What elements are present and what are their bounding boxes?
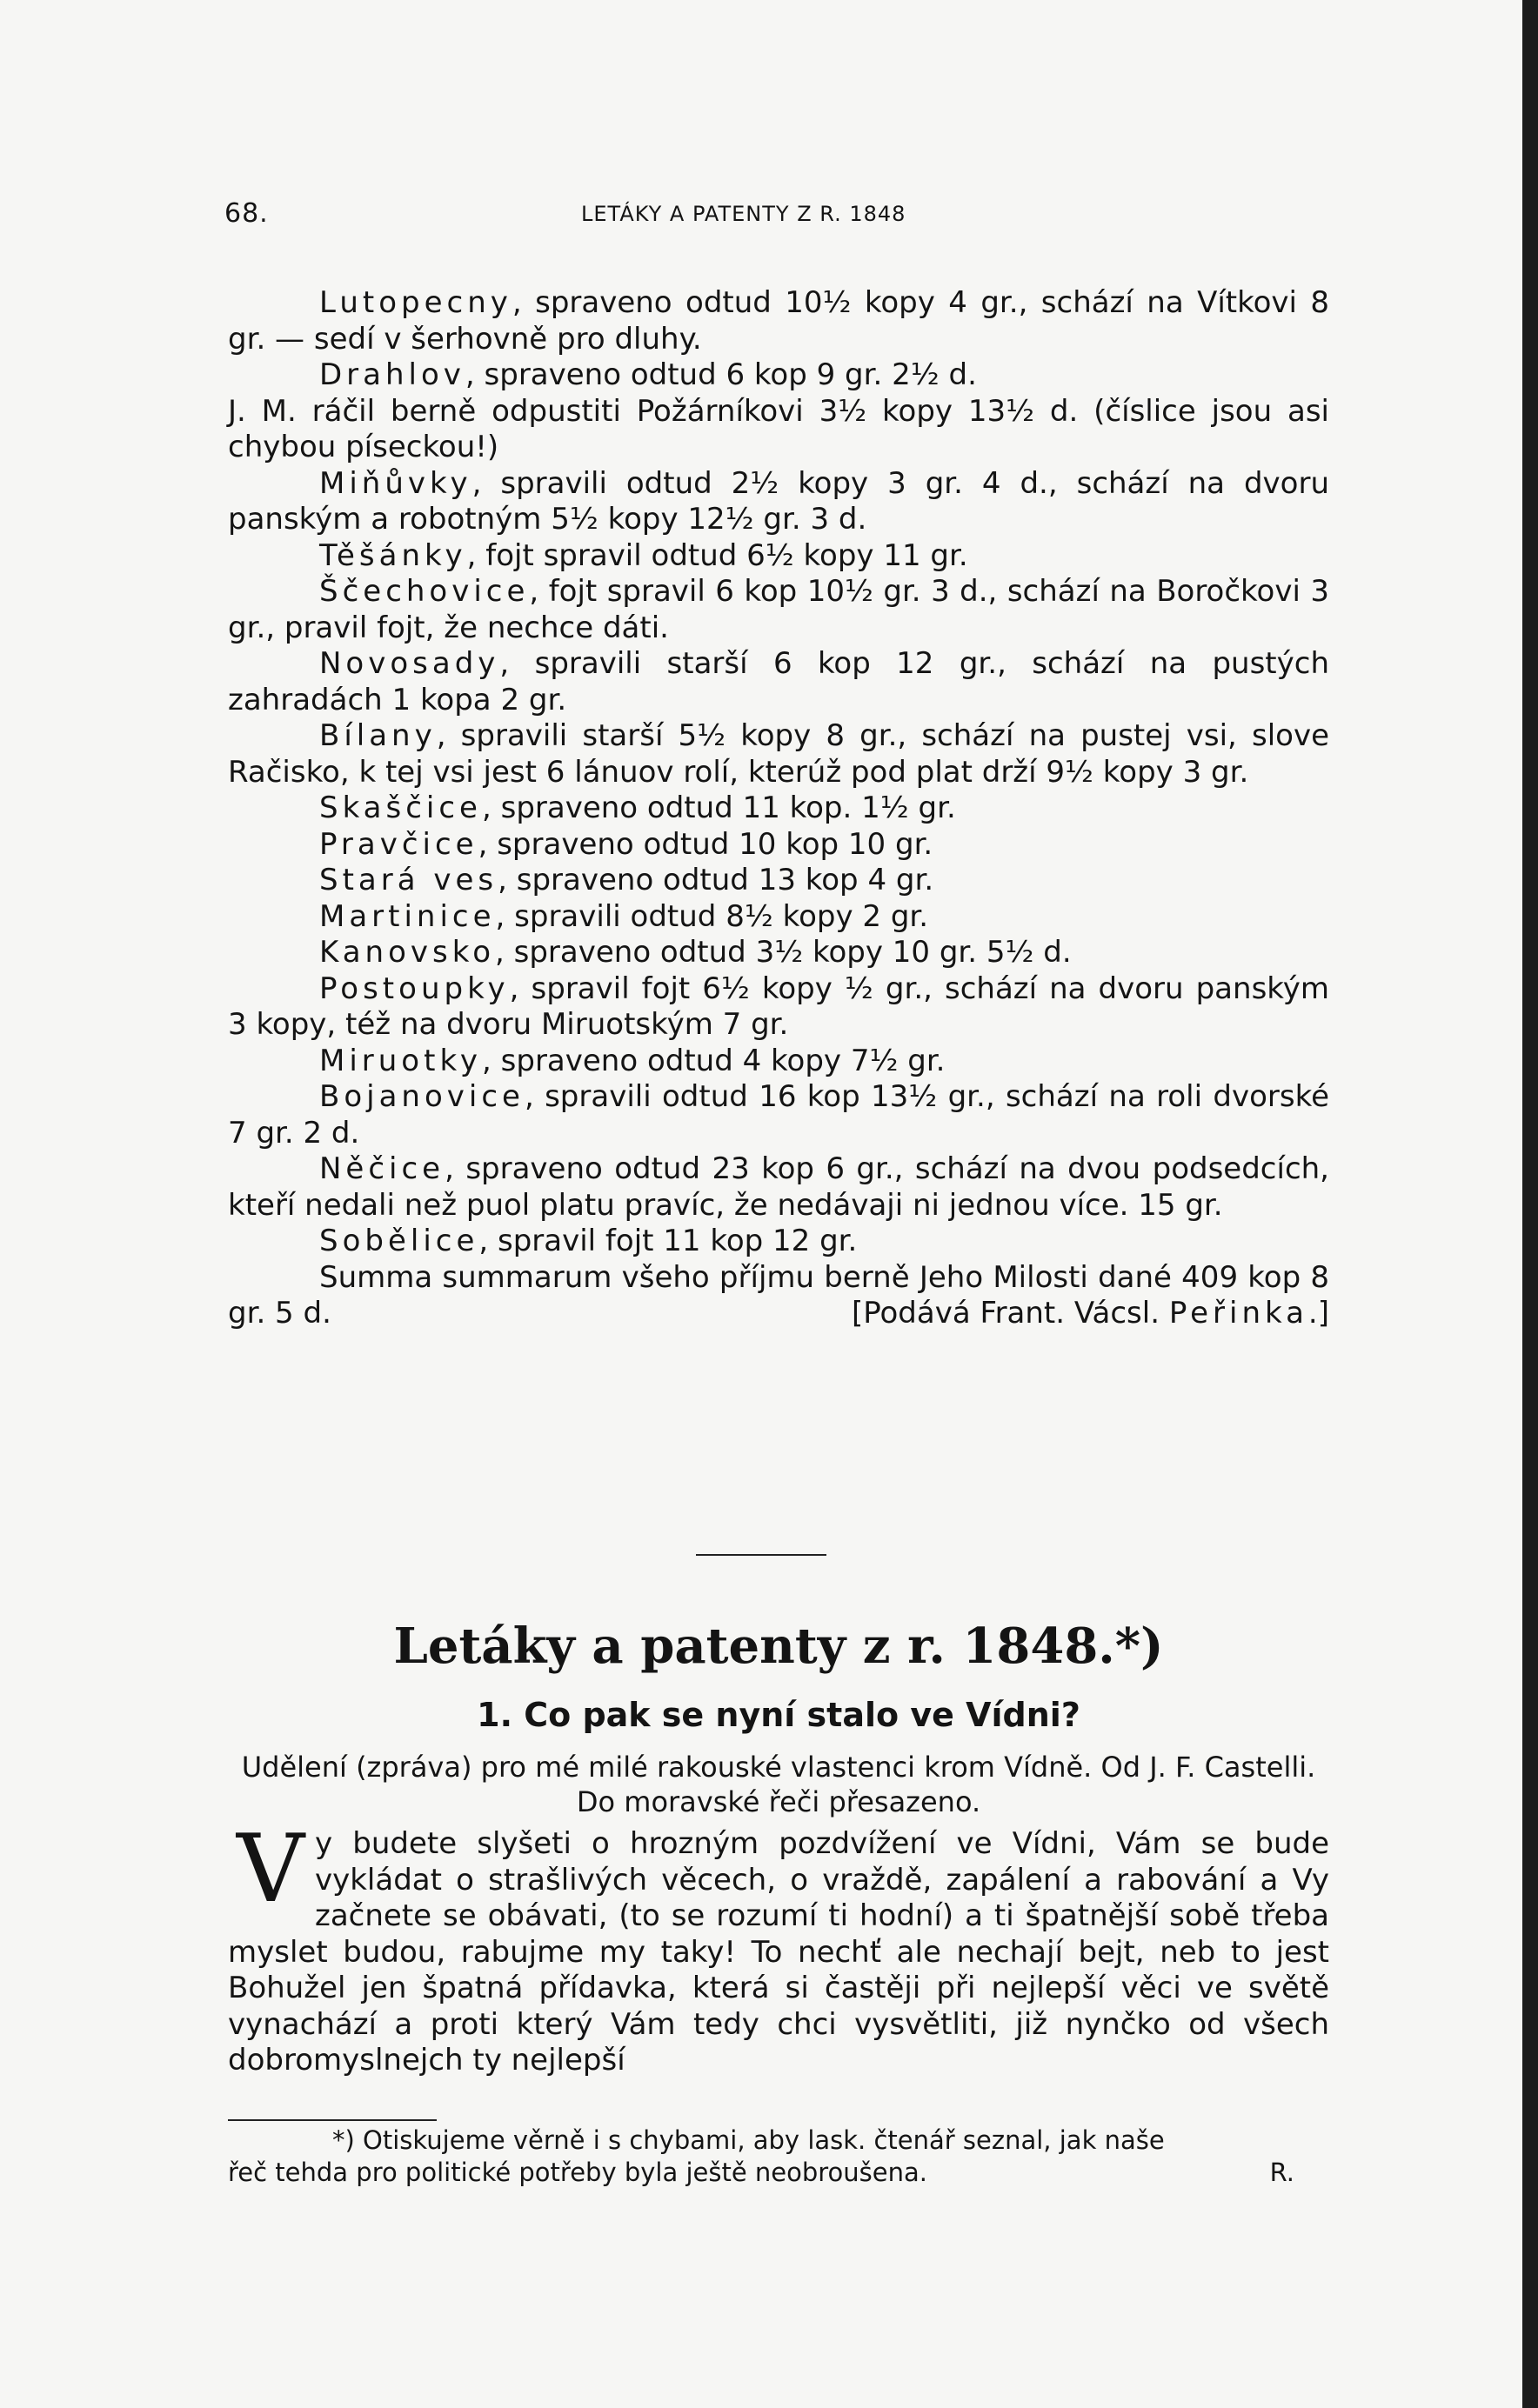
tax-entry bbox=[228, 574, 1329, 646]
entry-place-name: Bojanovice bbox=[319, 1079, 525, 1114]
entry-text: , spraveno odtud 10½ kopy 4 gr., schází na Vítkovi 8 gr. — sedí v šerhovně pro dluhy. bbox=[228, 285, 1329, 357]
entry-text: , spravil fojt 6½ kopy ½ gr., schází na dvoru panským 3 kopy, též na dvoru Miruotským 7 gr. bbox=[228, 971, 1329, 1042]
article-subtitle: 1. Co pak se nyní stalo ve Vídni? bbox=[477, 1696, 1080, 1734]
entry-place-name: Miňůvky bbox=[319, 465, 472, 501]
entry-text: , spravili starší 6 kop 12 gr., schází na pustých zahradách 1 kopa 2 gr. bbox=[228, 646, 1329, 717]
entry-text: , spraveno odtud 6 kop 9 gr. 2½ d. bbox=[465, 357, 977, 392]
tax-entry bbox=[228, 935, 1329, 971]
footnote-line-1: *) Otiskujeme věrně i s chybami, aby lask. čtenář seznal, jak naše bbox=[332, 2125, 1165, 2155]
entry-text: , fojt spravil odtud 6½ kopy 11 gr. bbox=[466, 537, 968, 573]
entry-place-name: Ščechovice bbox=[319, 574, 530, 609]
entry-place-name: Miruotky bbox=[319, 1043, 483, 1078]
entry-text: , fojt spravil 6 kop 10½ gr. 3 d., schází na Boročkovi 3 gr., pravil fojt, že nechce dáti. bbox=[228, 574, 1329, 645]
entry-place-name: Postoupky bbox=[319, 971, 510, 1006]
entry-place-name: Něčice bbox=[319, 1151, 445, 1186]
entry-text: , spravili odtud 8½ kopy 2 gr. bbox=[495, 898, 929, 934]
drop-cap: V bbox=[237, 1815, 304, 1924]
tax-entry bbox=[228, 718, 1329, 790]
tax-entry bbox=[228, 971, 1329, 1044]
tax-entry bbox=[228, 827, 1329, 864]
attribution-name: Peřinka bbox=[1168, 1296, 1308, 1331]
page-header bbox=[224, 198, 1355, 233]
summa-text: Summa summarum všeho příjmu berně Jeho Milosti dané 409 kop 8 gr. 5 d. bbox=[228, 1259, 1329, 1331]
entry-place-name: Novosady bbox=[319, 646, 500, 681]
footnote bbox=[228, 2125, 1329, 2189]
tax-entry bbox=[228, 1151, 1329, 1224]
tax-entry bbox=[228, 646, 1329, 718]
article-body-text: y budete slyšeti o hrozným pozdvížení ve Vídni, Vám se bude vykládat o strašlivých věcech, o vraždě, zapálení a rabování a Vy začnete se obávati, (to se rozumí ti hodní) a ti špatnější sobě třeba myslet budou, rabujme my taky! To nechť ale nechají bejt, neb to jest Bohužel jen špatná přídavka, která si častěji při nejlepší věci ve světě vynachází a proti který Vám tedy chci vysvětliti, již nynčko od všech dobromyslnejch ty nejlepší bbox=[228, 1826, 1329, 2078]
article-title: Letáky a patenty z r. 1848.*) bbox=[393, 1618, 1164, 1675]
tax-entry bbox=[228, 466, 1329, 538]
footnote-line-2: řeč tehda pro politické potřeby byla ještě neobroušena. bbox=[228, 2158, 927, 2187]
tax-list bbox=[228, 285, 1329, 1332]
tax-entry bbox=[228, 899, 1329, 936]
footnote-rule bbox=[228, 2119, 437, 2121]
tax-entry bbox=[228, 538, 1329, 575]
footnote-line-2-row bbox=[228, 2157, 1329, 2189]
summa-paragraph bbox=[228, 1260, 1329, 1332]
section-divider bbox=[696, 1554, 826, 1556]
entry-text: , spraveno odtud 10 kop 10 gr. bbox=[478, 826, 933, 862]
entry-text: , spraveno odtud 3½ kopy 10 gr. 5½ d. bbox=[495, 935, 1072, 970]
entry-place-name: Skaščice bbox=[319, 790, 482, 825]
entry-text: , spraveno odtud 13 kop 4 gr. bbox=[498, 863, 934, 897]
tax-entry bbox=[228, 394, 1329, 466]
entry-place-name: Pravčice bbox=[319, 826, 478, 862]
entry-text: , spravili odtud 2½ kopy 3 gr. 4 d., schází na dvoru panským a robotným 5½ kopy 12½ gr. 3 d. bbox=[228, 465, 1329, 537]
entry-text: J. M. ráčil berně odpustiti Požárníkovi 3½ kopy 13½ d. (číslice jsou asi chybou píseckou!) bbox=[228, 393, 1329, 464]
entry-text: , spraveno odtud 11 kop. 1½ gr. bbox=[481, 790, 956, 825]
tax-entry bbox=[228, 1044, 1329, 1080]
article-subnote: Udělení (zpráva) pro mé milé rakouské vlastenci krom Vídně. Od J. F. Castelli. Do moravské řeči přesazeno. bbox=[241, 1751, 1316, 1818]
entry-text: , spraveno odtud 23 kop 6 gr., schází na dvou podsedcích, kteří nedali než puol platu pravíc, že nedávaji ni jednou více. 15 gr. bbox=[228, 1151, 1329, 1223]
page-number: 68. bbox=[224, 198, 269, 229]
entry-place-name: Bílany bbox=[319, 718, 437, 753]
tax-entry bbox=[228, 863, 1329, 899]
entry-place-name: Sobělice bbox=[319, 1224, 479, 1258]
entry-place-name: Kanovsko bbox=[319, 935, 495, 970]
entry-text: , spravili starší 5½ kopy 8 gr., schází na pustej vsi, slove Račisko, k tej vsi jest 6 lánuov rolí, kterúž pod plat drží 9½ kopy 3 gr. bbox=[228, 718, 1329, 790]
tax-entry bbox=[228, 790, 1329, 827]
tax-entry bbox=[228, 285, 1329, 357]
tax-entries bbox=[228, 285, 1329, 1260]
footnote-signature: R. bbox=[1269, 2158, 1294, 2187]
entry-text: , spravili odtud 16 kop 13½ gr., schází na roli dvorské 7 gr. 2 d. bbox=[228, 1079, 1329, 1151]
entry-text: , spraveno odtud 4 kopy 7½ gr. bbox=[482, 1043, 946, 1078]
article-body bbox=[228, 1815, 1329, 2079]
entry-place-name: Lutopecny bbox=[319, 285, 512, 320]
entry-text: , spravil fojt 11 kop 12 gr. bbox=[478, 1224, 858, 1258]
running-head: LETÁKY A PATENTY Z R. 1848 bbox=[581, 202, 906, 226]
tax-entry bbox=[228, 1224, 1329, 1260]
entry-place-name: Drahlov bbox=[319, 357, 465, 392]
entry-place-name: Těšánky bbox=[319, 537, 467, 573]
entry-place-name: Martinice bbox=[319, 898, 496, 934]
tax-entry bbox=[228, 357, 1329, 394]
tax-entry bbox=[228, 1079, 1329, 1151]
attribution bbox=[760, 1296, 1329, 1332]
attribution-prefix: [Podává Frant. Vácsl. bbox=[851, 1296, 1169, 1331]
attribution-suffix: .] bbox=[1307, 1296, 1329, 1331]
entry-place-name: Stará ves bbox=[319, 863, 498, 897]
